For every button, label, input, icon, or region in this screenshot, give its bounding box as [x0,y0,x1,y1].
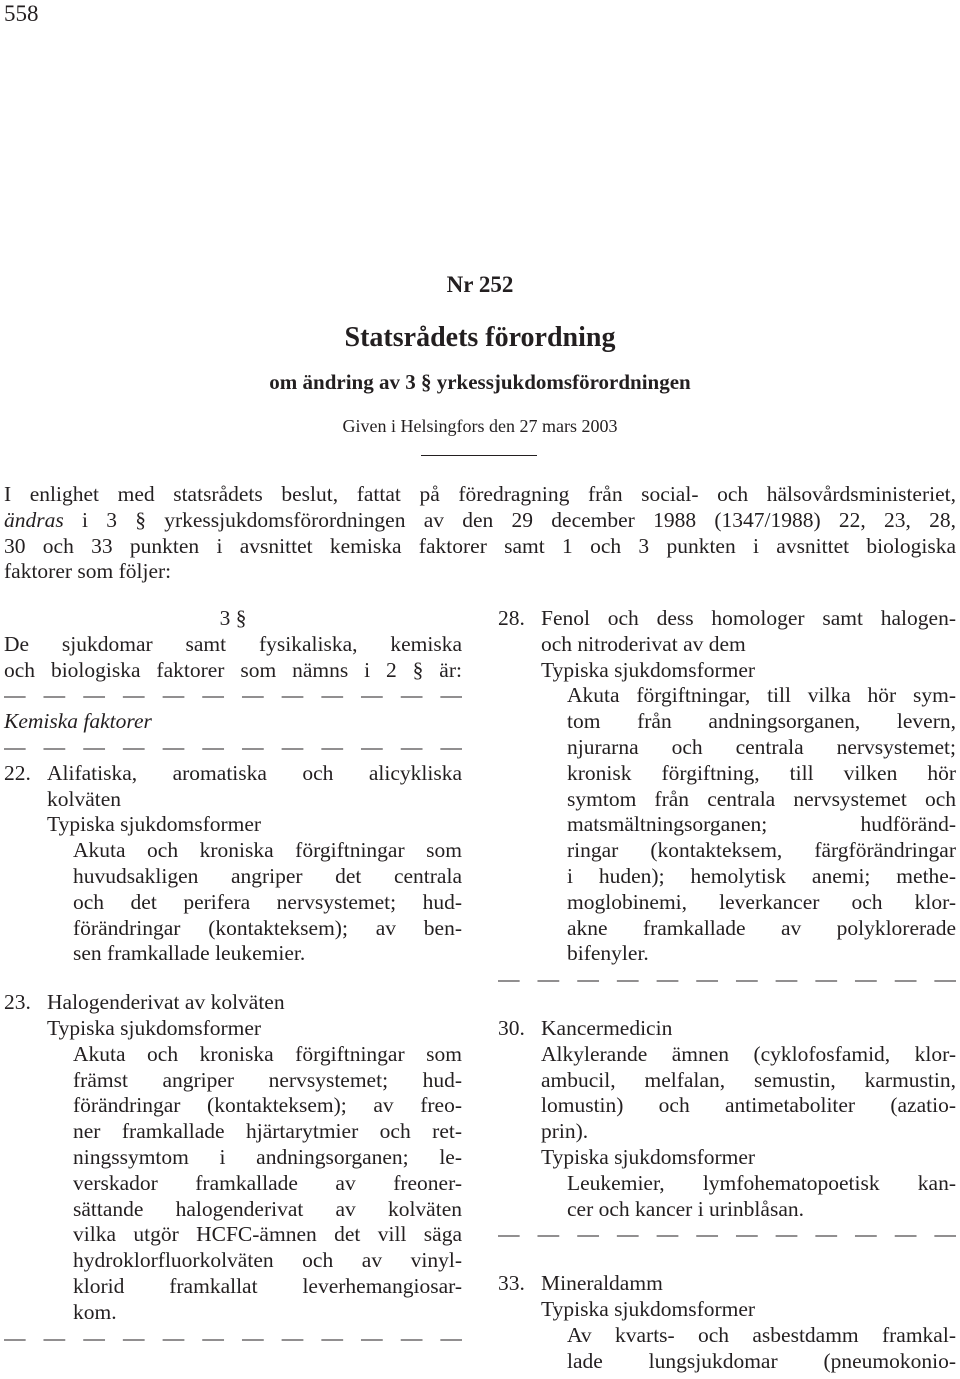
desc-line: främst angriper nervsystemet; hud- [73,1067,462,1092]
item-number: 28. [498,606,525,630]
forms-label: Typiska sjukdomsformer [541,657,756,682]
desc-line: ningssymtom i andningsorganen; le- [73,1144,462,1169]
forms-label: Typiska sjukdomsformer [47,1015,262,1040]
item-title-line: Mineraldamm [541,1271,663,1296]
item-title-line: och nitroderivat av dem [541,631,746,656]
forms-label: Typiska sjukdomsformer [541,1144,756,1169]
desc-line: Akuta och kroniska förgiftningar som [73,1041,462,1066]
sub-line: ambucil, melfalan, semustin, karmustin, [541,1067,956,1092]
forms-label: Typiska sjukdomsformer [541,1296,756,1321]
forms-label: Typiska sjukdomsformer [47,812,262,837]
item-number: 30. [498,1015,525,1040]
desc-line: i huden); hemolytisk anemi; methe- [567,863,956,888]
desc-line: tom från andningsorganen, levern, [567,709,956,734]
item-23 [4,990,462,1325]
document-number: Nr 252 [446,272,514,297]
item-title-line: kolväten [47,786,122,811]
item-30 [498,1016,956,1222]
spacer [4,967,462,990]
item-33 [498,1271,956,1374]
desc-line: matsmältningsorganen; hudföränd- [567,812,956,837]
spacer [498,1248,956,1271]
item-title-line: Kancermedicin [541,1015,673,1040]
intro-line: I enlighet med statsrådets beslut, fattat på föredragning från social- och hälsovårdsministeriet, [4,482,956,506]
desc-line: kom. [73,1299,117,1324]
item-title-line: Alifatiska, aromatiska och alicykliska [47,760,462,785]
desc-line: akne framkallade av polyklorerade [567,915,956,940]
desc-line: moglobinemi, leverkancer och klor- [567,889,956,914]
sub-line: lomustin) och antimetaboliter (azatio- [541,1093,956,1118]
item-22 [4,761,462,967]
spacer [498,993,956,1016]
desc-line: ringar (kontakteksem, färgförändringar [567,838,956,863]
page-number: 558 [4,1,39,26]
item-number: 23. [4,990,31,1015]
sub-line: Alkylerande ämnen (cyklofosfamid, klor- [541,1041,956,1066]
desc-line: kronisk förgiftning, till vilken hör [567,760,956,785]
item-28 [498,606,956,967]
document-subtitle: om ändring av 3 § yrkessjukdomsförordningen [269,370,691,394]
desc-line: klorid framkallat leverhemangiosar- [73,1273,462,1298]
intro-paragraph [4,482,956,585]
dash-separator: — — — — — — — — — — — — [4,1325,462,1350]
intro-line: faktorer som följer: [4,559,172,584]
dash-separator: — — — — — — — — — — — — [498,967,956,992]
desc-line: huvudsakligen angriper det centrala [73,863,462,888]
intro-line: 30 och 33 punkten i avsnittet kemiska faktorer samt 1 och 3 punkten i avsnittet biologiska [4,533,956,558]
item-title-line: Halogenderivat av kolväten [47,990,285,1015]
desc-line: förändringar (kontakteksem); av freo- [73,1093,462,1118]
desc-line: cer och kancer i urinblåsan. [567,1196,804,1221]
desc-line: Leukemier, lymfohematopoetisk kan- [567,1170,956,1195]
sub-line: prin). [541,1119,589,1144]
desc-line: sen framkallade leukemier. [73,941,306,966]
desc-line: Akuta och kroniska förgiftningar som [73,838,462,863]
section-text-line: och biologiska faktorer som nämns i 2 § är: [4,657,462,682]
header-divider [421,455,537,456]
desc-line: Akuta förgiftningar, till vilka hör sym- [567,683,956,708]
dash-separator: — — — — — — — — — — — — [498,1222,956,1247]
intro-line-text: i 3 § yrkessjukdomsförordningen av den 29 december 1988 (1347/1988) 22, 23, 28, [81,507,956,532]
desc-line: vilka utgör HCFC-ämnen det vill säga [73,1222,462,1247]
desc-line: symtom från centrala nervsystemet och [567,786,956,811]
desc-line: och det perifera nervsystemet; hud- [73,889,462,914]
dash-separator: — — — — — — — — — — — — [4,683,462,708]
document-title: Statsrådets förordning [344,322,616,353]
desc-line: sättande halogenderivat av kolväten [73,1196,462,1221]
item-number: 22. [4,760,31,785]
desc-line: verskador framkallade av freoner- [73,1170,462,1195]
left-column [4,606,462,1351]
item-number: 33. [498,1271,525,1296]
subheading-kemiska: Kemiska faktorer [4,709,152,734]
section-text-line: De sjukdomar samt fysikaliska, kemiska [4,631,462,656]
desc-line: förändringar (kontakteksem); av ben- [73,915,462,940]
desc-line: bifenyler. [567,941,649,966]
section-heading: 3 § [219,606,247,630]
right-column [498,606,956,1374]
desc-line: njurarna och centrala nervsystemet; [567,734,956,759]
intro-italic-word: ändras [4,507,64,532]
desc-line: ner framkallade hjärtarytmier och ret- [73,1119,462,1144]
item-title-line: Fenol och dess homologer samt halogen- [541,606,956,630]
intro-line [4,508,956,534]
dash-separator: — — — — — — — — — — — — [4,734,462,759]
desc-line: lade lungsjukdomar (pneumokonio- [567,1348,956,1373]
desc-line: hydroklorfluorkolväten och av vinyl- [73,1248,462,1273]
desc-line: Av kvarts- och asbestdamm framkal- [567,1322,956,1347]
given-date: Given i Helsingfors den 27 mars 2003 [342,416,618,436]
